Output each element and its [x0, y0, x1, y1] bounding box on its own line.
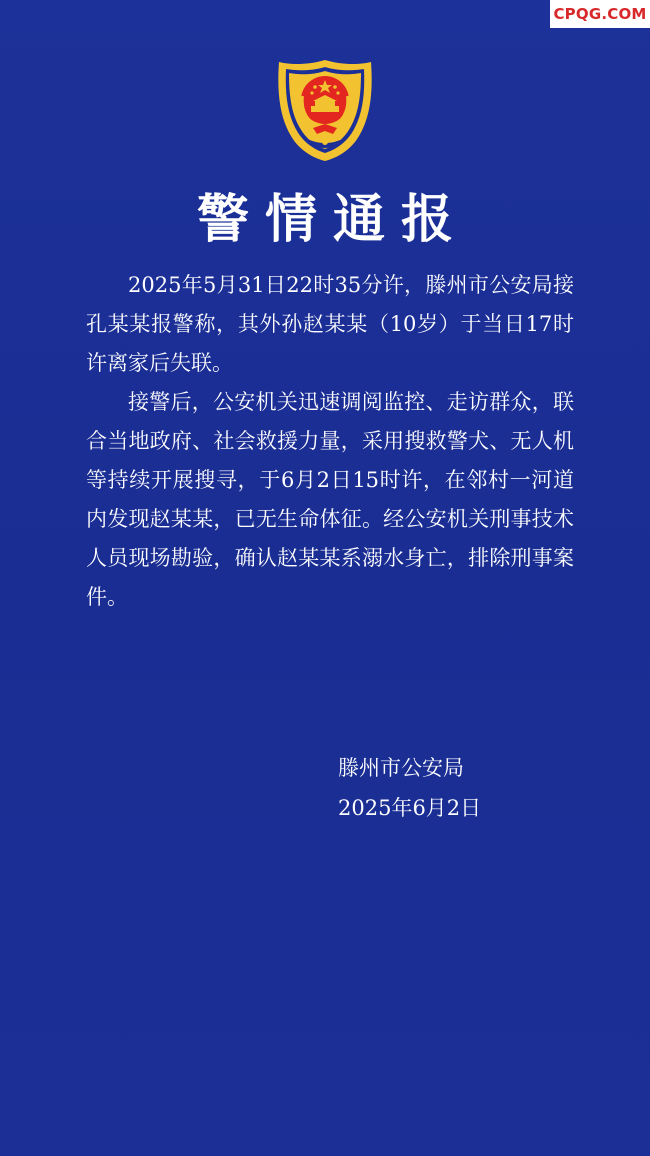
site-watermark: CPQG.COM — [550, 0, 650, 28]
page-title: 警情通报 — [196, 189, 469, 250]
police-emblem-icon — [275, 58, 375, 162]
notice-paragraph: 2025年5月31日22时35分许，滕州市公安局接孔某某报警称，其外孙赵某某（10岁）于当日17时许离家后失联。 — [86, 273, 574, 375]
issue-date: 2025年6月2日 — [338, 796, 482, 820]
issuing-organization: 滕州市公安局 — [338, 756, 464, 780]
signature-block — [338, 748, 578, 828]
notice-paragraph: 接警后，公安机关迅速调阅监控、走访群众，联合当地政府、社会救援力量，采用搜救警犬、无人机等持续开展搜寻，于6月2日15时许，在邻村一河道内发现赵某某，已无生命体征。经公安机关刑事技术人员现场勘验，确认赵某某系溺水身亡，排除刑事案件。 — [86, 390, 574, 609]
notice-body — [86, 266, 574, 617]
